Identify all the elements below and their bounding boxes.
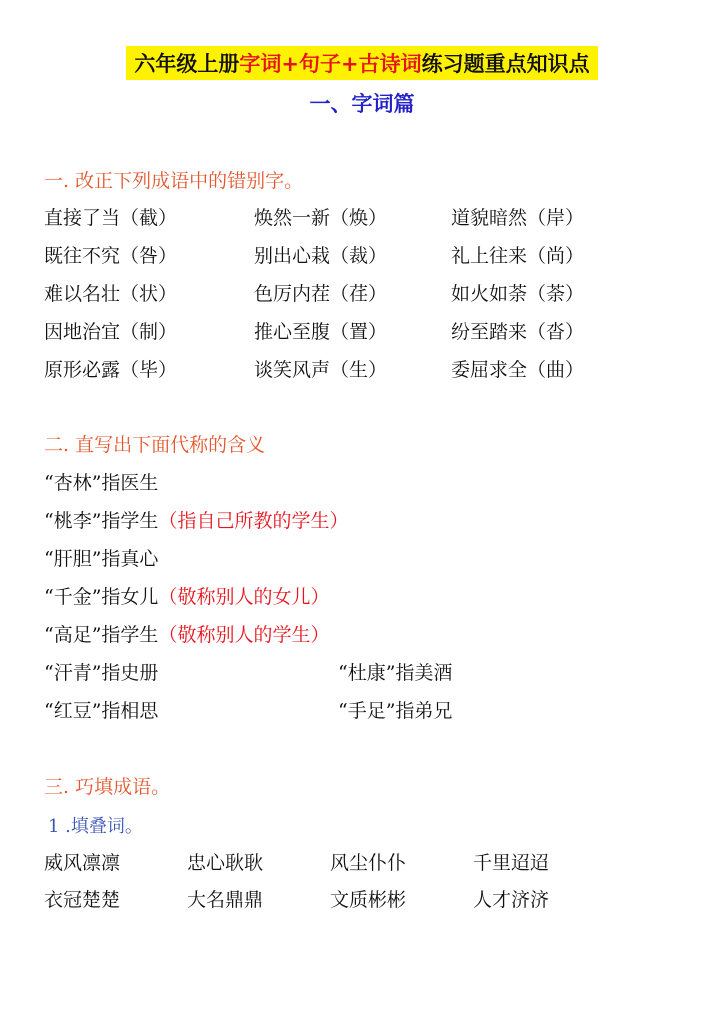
grid-row: [44, 317, 631, 355]
section-3-subheading: 1 .填叠词。: [48, 816, 143, 837]
grid-row: [44, 848, 616, 885]
idiom-cell: 大名鼎鼎: [187, 889, 264, 911]
idiom-cell: 忠心耿耿: [187, 852, 264, 874]
idiom-cell: 原形必露（毕）: [44, 359, 178, 381]
idiom-cell: 纷至踏来（沓）: [451, 321, 585, 343]
list-item-pair: [44, 696, 452, 734]
section-3-grid: [44, 848, 616, 922]
idiom-cell: 威风凛凛: [44, 852, 121, 874]
idiom-cell: 风尘仆仆: [330, 852, 407, 874]
list-item-pair: [44, 658, 452, 696]
idiom-cell: 焕然一新（焕）: [254, 207, 388, 229]
section-2-list: [44, 468, 452, 734]
grid-row: [44, 203, 631, 241]
idiom-cell: 道貌暗然（岸）: [451, 207, 585, 229]
title-bar: [0, 46, 724, 80]
idiom-cell: 文质彬彬: [330, 889, 407, 911]
idiom-cell: 千里迢迢: [473, 852, 550, 874]
section-2-heading: 二. 直写出下面代称的含义: [44, 434, 266, 456]
idiom-cell: 人才济济: [473, 889, 550, 911]
item-text: “手足”指弟兄: [338, 700, 453, 722]
section-1-heading: 一. 改正下列成语中的错别字。: [44, 170, 304, 192]
page-title: [126, 46, 597, 80]
item-note: （指自己所教的学生）: [158, 510, 349, 532]
idiom-cell: 既往不究（咎）: [44, 245, 178, 267]
item-text: “高足”指学生: [44, 624, 159, 646]
list-item: [44, 468, 452, 506]
list-item: [44, 620, 452, 658]
item-note: （敬称别人的学生）: [158, 624, 330, 646]
item-note: （敬称别人的女儿）: [158, 586, 330, 608]
item-text: “杜康”指美酒: [338, 662, 453, 684]
list-item: [44, 544, 452, 582]
list-item: [44, 582, 452, 620]
grid-row: [44, 241, 631, 279]
grid-row: [44, 885, 616, 922]
idiom-cell: 因地治宜（制）: [44, 321, 178, 343]
idiom-cell: 推心至腹（置）: [254, 321, 388, 343]
page-subtitle: 一、字词篇: [309, 92, 415, 116]
item-text: “千金”指女儿: [44, 586, 159, 608]
idiom-cell: 谈笑风声（生）: [254, 359, 388, 381]
title-part-2: 字词+句子+古诗词: [239, 52, 422, 76]
idiom-cell: 难以名壮（状）: [44, 283, 178, 305]
section-3-heading: 三. 巧填成语。: [44, 776, 171, 798]
list-item: [44, 506, 452, 544]
title-part-1: 六年级上册: [134, 52, 240, 76]
item-text: “红豆”指相思: [44, 700, 159, 722]
idiom-cell: 色厉内茬（荏）: [254, 283, 388, 305]
item-text: “汗青”指史册: [44, 662, 159, 684]
grid-row: [44, 279, 631, 317]
item-text: “肝胆”指真心: [44, 548, 159, 570]
idiom-cell: 别出心栽（裁）: [254, 245, 388, 267]
grid-row: [44, 355, 631, 393]
item-text: “桃李”指学生: [44, 510, 159, 532]
section-1-grid: [44, 203, 631, 393]
title-part-3: 练习题重点知识点: [421, 52, 590, 76]
idiom-cell: 委屈求全（曲）: [451, 359, 585, 381]
idiom-cell: 如火如荼（荼）: [451, 283, 585, 305]
item-text: “杏林”指医生: [44, 472, 159, 494]
idiom-cell: 衣冠楚楚: [44, 889, 121, 911]
idiom-cell: 礼上往来（尚）: [451, 245, 585, 267]
idiom-cell: 直接了当（截）: [44, 207, 178, 229]
